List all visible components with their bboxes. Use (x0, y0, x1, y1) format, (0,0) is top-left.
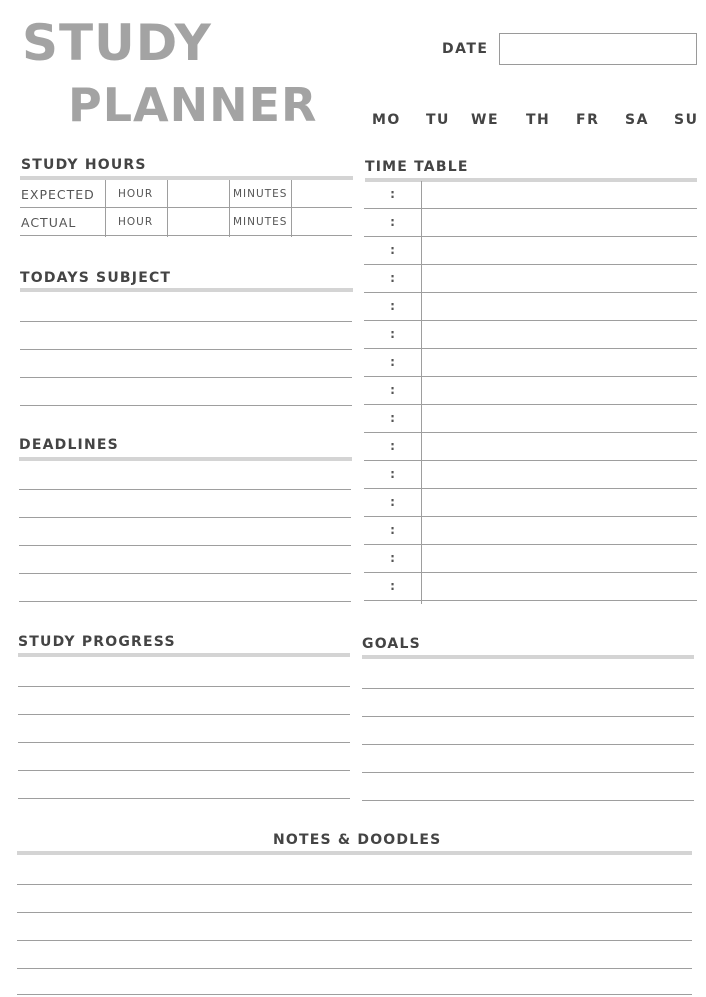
title-planner: PLANNER (68, 78, 318, 132)
section-bar (20, 288, 353, 292)
actual-label: ACTUAL (21, 214, 77, 230)
writing-line[interactable] (20, 405, 352, 406)
time-table-row[interactable] (364, 377, 697, 405)
time-table-title: TIME TABLE (365, 159, 469, 175)
section-bar (362, 655, 694, 659)
time-slot-colon: : (390, 579, 395, 593)
weekday-row (0, 112, 706, 130)
writing-line[interactable] (362, 716, 694, 717)
study-hours-title: STUDY HOURS (21, 157, 147, 173)
hour-label: HOUR (118, 188, 154, 200)
study-hours-row-expected (20, 180, 352, 208)
time-table-row[interactable] (364, 293, 697, 321)
time-table-row[interactable] (364, 181, 697, 209)
writing-line[interactable] (362, 744, 694, 745)
section-bar (18, 653, 350, 657)
hour-label: HOUR (118, 216, 154, 228)
writing-line[interactable] (17, 968, 692, 969)
writing-line[interactable] (20, 377, 352, 378)
writing-line[interactable] (19, 573, 351, 574)
time-table-row[interactable] (364, 517, 697, 545)
notes-title: NOTES & DOODLES (273, 832, 442, 848)
writing-line[interactable] (17, 994, 692, 995)
writing-line[interactable] (19, 601, 351, 602)
time-table-row[interactable] (364, 321, 697, 349)
writing-line[interactable] (362, 688, 694, 689)
time-table-row[interactable] (364, 489, 697, 517)
goals-title: GOALS (362, 636, 421, 652)
time-slot-colon: : (390, 495, 395, 509)
time-table-row[interactable] (364, 405, 697, 433)
table-divider (291, 180, 292, 237)
table-divider (105, 180, 106, 237)
time-table-row[interactable] (364, 237, 697, 265)
day-su[interactable]: SU (674, 112, 699, 128)
writing-line[interactable] (19, 517, 351, 518)
todays-subject-title: TODAYS SUBJECT (20, 270, 172, 286)
time-slot-colon: : (390, 355, 395, 369)
time-table-row[interactable] (364, 461, 697, 489)
minutes-label: MINUTES (233, 188, 288, 200)
time-slot-colon: : (390, 271, 395, 285)
section-bar (19, 457, 352, 461)
table-divider (229, 180, 230, 237)
time-slot-colon: : (390, 243, 395, 257)
time-slot-colon: : (390, 187, 395, 201)
writing-line[interactable] (18, 798, 350, 799)
day-fr[interactable]: FR (576, 112, 600, 128)
writing-line[interactable] (18, 714, 350, 715)
writing-line[interactable] (18, 686, 350, 687)
study-hours-row-actual (20, 208, 352, 236)
date-label: DATE (442, 41, 489, 57)
study-hours-table (20, 180, 352, 237)
writing-line[interactable] (19, 489, 351, 490)
time-slot-colon: : (390, 327, 395, 341)
time-slot-colon: : (390, 551, 395, 565)
time-slot-colon: : (390, 411, 395, 425)
writing-line[interactable] (20, 349, 352, 350)
table-divider (167, 180, 168, 237)
title-study: STUDY (22, 14, 212, 72)
writing-line[interactable] (18, 770, 350, 771)
time-table-grid (364, 181, 697, 605)
time-slot-colon: : (390, 523, 395, 537)
time-slot-colon: : (390, 383, 395, 397)
time-slot-colon: : (390, 299, 395, 313)
deadlines-title: DEADLINES (19, 437, 119, 453)
minutes-label: MINUTES (233, 216, 288, 228)
study-progress-title: STUDY PROGRESS (18, 634, 176, 650)
time-table-row[interactable] (364, 209, 697, 237)
writing-line[interactable] (20, 321, 352, 322)
writing-line[interactable] (19, 545, 351, 546)
time-table-row[interactable] (364, 349, 697, 377)
writing-line[interactable] (362, 800, 694, 801)
writing-line[interactable] (362, 772, 694, 773)
time-slot-colon: : (390, 439, 395, 453)
time-slot-colon: : (390, 215, 395, 229)
day-sa[interactable]: SA (625, 112, 649, 128)
time-table-row[interactable] (364, 433, 697, 461)
writing-line[interactable] (17, 912, 692, 913)
day-we[interactable]: WE (471, 112, 500, 128)
time-slot-colon: : (390, 467, 395, 481)
day-th[interactable]: TH (526, 112, 551, 128)
expected-label: EXPECTED (21, 186, 95, 202)
day-tu[interactable]: TU (426, 112, 450, 128)
day-mo[interactable]: MO (372, 112, 401, 128)
section-bar (17, 851, 692, 855)
writing-line[interactable] (17, 940, 692, 941)
writing-line[interactable] (17, 884, 692, 885)
date-field[interactable] (499, 33, 697, 65)
time-table-row[interactable] (364, 545, 697, 573)
writing-line[interactable] (18, 742, 350, 743)
time-table-row[interactable] (364, 573, 697, 601)
time-table-row[interactable] (364, 265, 697, 293)
